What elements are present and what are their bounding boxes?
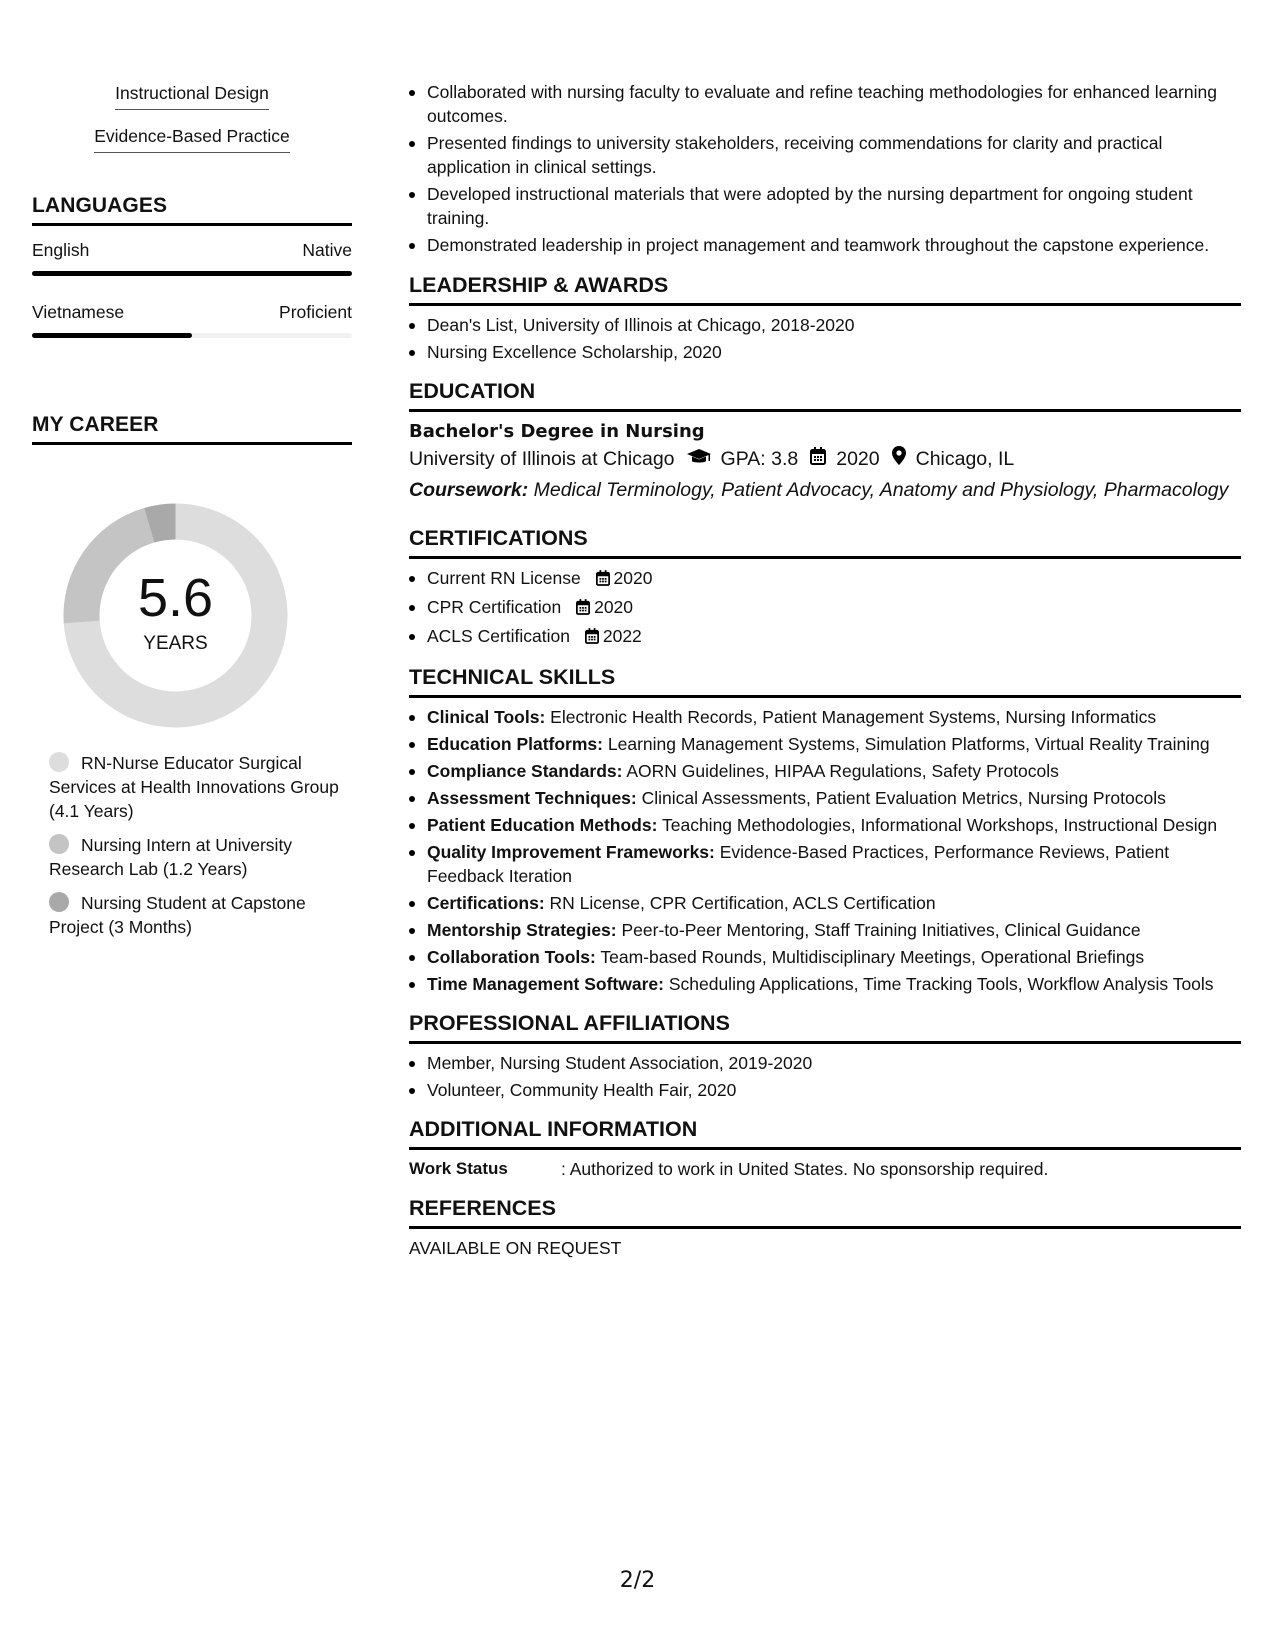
technical-skill-text: AORN Guidelines, HIPAA Regulations, Safety Protocols (626, 761, 1059, 781)
technical-skills-heading: TECHNICAL SKILLS (409, 664, 1241, 698)
skill-tag: Evidence-Based Practice (94, 125, 290, 153)
experience-bullet: Collaborated with nursing faculty to evaluate and refine teaching methodologies for enhanced learning outcomes. (409, 80, 1241, 128)
leadership-list (409, 313, 1241, 364)
technical-skill-label: Mentorship Strategies: (427, 920, 617, 940)
education-coursework (409, 478, 1241, 503)
certification-item (409, 595, 1241, 621)
coursework-text: Medical Terminology, Patient Advocacy, Anatomy and Physiology, Pharmacology (533, 479, 1229, 501)
references-heading: REFERENCES (409, 1195, 1241, 1229)
technical-skill-item (409, 918, 1241, 942)
technical-skill-text: Learning Management Systems, Simulation Platforms, Virtual Reality Training (607, 734, 1210, 754)
certifications-list (409, 566, 1241, 650)
certification-year: 2020 (594, 597, 634, 617)
education-details (409, 445, 1241, 474)
certification-year: 2022 (602, 626, 642, 646)
certification-name: CPR Certification (427, 597, 562, 617)
career-legend (49, 751, 339, 949)
legend-dot-icon (49, 834, 69, 854)
technical-skill-label: Patient Education Methods: (427, 815, 658, 835)
skill-tag-row (32, 82, 352, 110)
language-name: English (32, 240, 90, 260)
technical-skill-text: Peer-to-Peer Mentoring, Staff Training Initiatives, Clinical Guidance (621, 920, 1141, 940)
career-donut-chart (63, 503, 288, 728)
technical-skill-text: Clinical Assessments, Patient Evaluation Metrics, Nursing Protocols (641, 788, 1166, 808)
education-heading: EDUCATION (409, 378, 1241, 412)
career-heading: MY CAREER (32, 412, 352, 445)
certification-name: Current RN License (427, 568, 581, 588)
graduation-cap-icon (687, 445, 711, 474)
work-status-label: Work Status (409, 1159, 508, 1178)
skill-tag: Instructional Design (115, 82, 269, 110)
education-location: Chicago, IL (915, 448, 1015, 470)
technical-skill-text: Electronic Health Records, Patient Management Systems, Nursing Informatics (550, 707, 1157, 727)
legend-dot-icon (49, 892, 69, 912)
affiliation-item: Volunteer, Community Health Fair, 2020 (409, 1078, 1241, 1102)
career-total-value: 5.6 (137, 568, 214, 628)
map-pin-icon (892, 445, 906, 474)
education-gpa: GPA: 3.8 (720, 448, 799, 470)
work-status-row (409, 1157, 1241, 1181)
language-proficiency-bar (32, 271, 352, 276)
languages-heading: LANGUAGES (32, 193, 352, 226)
language-name: Vietnamese (32, 302, 125, 322)
certification-name: ACLS Certification (427, 626, 570, 646)
technical-skill-label: Education Platforms: (427, 734, 603, 754)
technical-skill-item (409, 759, 1241, 783)
work-status-value: : Authorized to work in United States. No sponsorship required. (561, 1159, 1049, 1179)
coursework-label: Coursework: (409, 479, 529, 501)
technical-skill-text: Evidence-Based Practices, Performance Reviews, Patient Feedback Iteration (427, 842, 1170, 886)
technical-skill-label: Certifications: (427, 893, 545, 913)
language-proficiency-fill (32, 271, 352, 276)
certification-item (409, 566, 1241, 592)
education-year: 2020 (836, 448, 880, 470)
technical-skill-item (409, 972, 1241, 996)
skill-tag-row (32, 125, 352, 153)
experience-bullet-list (409, 80, 1241, 257)
left-sidebar (32, 82, 352, 445)
language-level: Proficient (279, 302, 352, 322)
career-legend-text: RN-Nurse Educator Surgical Services at Health Innovations Group (4.1 Years) (49, 753, 339, 821)
leadership-heading: LEADERSHIP & AWARDS (409, 272, 1241, 306)
experience-bullet: Presented findings to university stakeholders, receiving commendations for clarity and practical application in clinical settings. (409, 131, 1241, 179)
certifications-heading: CERTIFICATIONS (409, 525, 1241, 559)
language-item (32, 238, 352, 276)
career-legend-item (49, 891, 339, 939)
technical-skill-label: Collaboration Tools: (427, 947, 596, 967)
technical-skills-list (409, 705, 1241, 996)
page-number: 2/2 (619, 1568, 656, 1593)
career-legend-item (49, 751, 339, 823)
career-legend-text: Nursing Student at Capstone Project (3 Months) (49, 893, 306, 937)
main-content (409, 80, 1241, 1260)
career-legend-item (49, 833, 339, 881)
calendar-icon (576, 597, 590, 621)
language-level: Native (302, 240, 352, 260)
technical-skill-label: Clinical Tools: (427, 707, 546, 727)
leadership-item: Nursing Excellence Scholarship, 2020 (409, 340, 1241, 364)
language-item (32, 300, 352, 338)
leadership-item: Dean's List, University of Illinois at Chicago, 2018-2020 (409, 313, 1241, 337)
technical-skill-text: Scheduling Applications, Time Tracking Tools, Workflow Analysis Tools (668, 974, 1214, 994)
affiliations-heading: PROFESSIONAL AFFILIATIONS (409, 1010, 1241, 1044)
technical-skill-label: Assessment Techniques: (427, 788, 637, 808)
technical-skill-text: Team-based Rounds, Multidisciplinary Meetings, Operational Briefings (600, 947, 1145, 967)
technical-skill-item (409, 786, 1241, 810)
technical-skill-item (409, 945, 1241, 969)
certification-year: 2020 (613, 568, 653, 588)
technical-skill-text: Teaching Methodologies, Informational Workshops, Instructional Design (661, 815, 1218, 835)
career-legend-text: Nursing Intern at University Research Lab (1.2 Years) (49, 835, 293, 879)
references-text: AVAILABLE ON REQUEST (409, 1238, 622, 1258)
experience-bullet: Developed instructional materials that were adopted by the nursing department for ongoing student training. (409, 182, 1241, 230)
technical-skill-item (409, 813, 1241, 837)
calendar-icon (810, 445, 826, 474)
affiliation-item: Member, Nursing Student Association, 2019-2020 (409, 1051, 1241, 1075)
technical-skill-label: Quality Improvement Frameworks: (427, 842, 715, 862)
experience-bullet: Demonstrated leadership in project management and teamwork throughout the capstone experience. (409, 233, 1241, 257)
education-degree: Bachelor's Degree in Nursing (409, 421, 705, 442)
career-total-unit: YEARS (143, 633, 208, 654)
affiliations-list (409, 1051, 1241, 1102)
education-school: University of Illinois at Chicago (409, 448, 675, 470)
technical-skill-item (409, 705, 1241, 729)
technical-skill-label: Compliance Standards: (427, 761, 623, 781)
technical-skill-text: RN License, CPR Certification, ACLS Certification (549, 893, 936, 913)
language-proficiency-fill (32, 333, 192, 338)
certification-item (409, 624, 1241, 650)
technical-skill-item (409, 891, 1241, 915)
legend-dot-icon (49, 752, 69, 772)
additional-info-heading: ADDITIONAL INFORMATION (409, 1116, 1241, 1150)
technical-skill-item (409, 840, 1241, 888)
calendar-icon (596, 568, 610, 592)
calendar-icon (585, 626, 599, 650)
technical-skill-label: Time Management Software: (427, 974, 664, 994)
language-proficiency-bar (32, 333, 352, 338)
technical-skill-item (409, 732, 1241, 756)
